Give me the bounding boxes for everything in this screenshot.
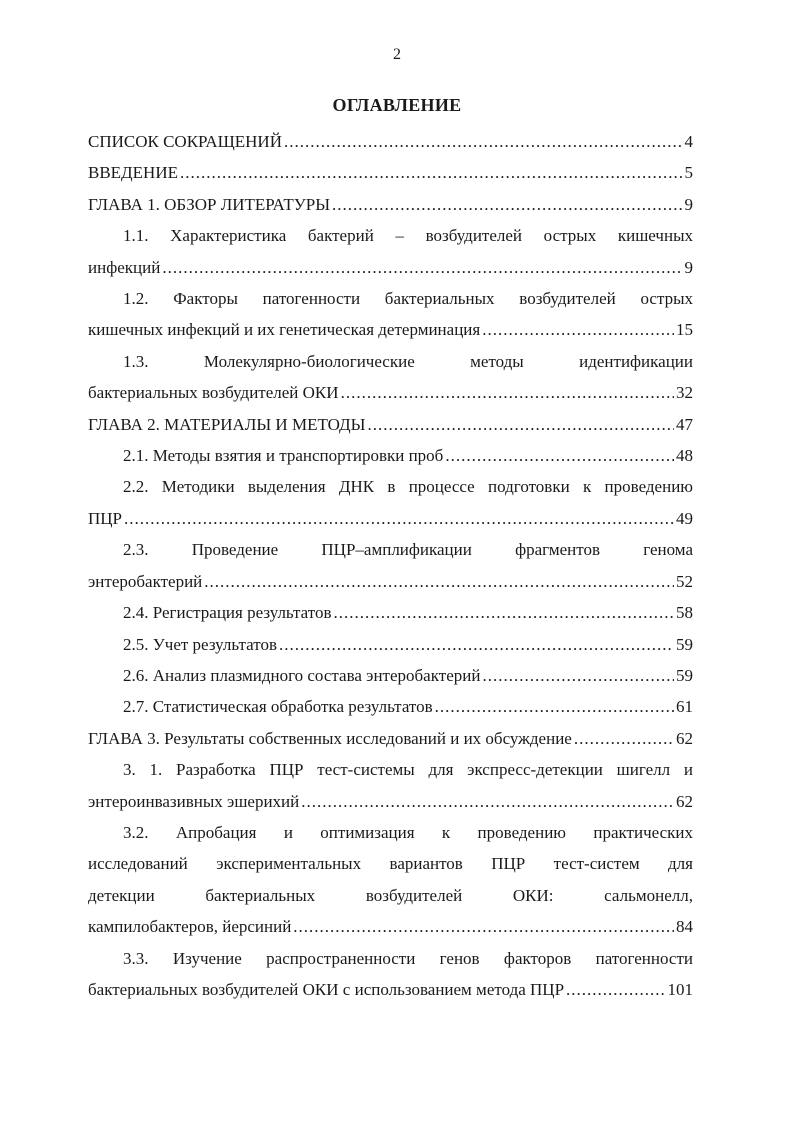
toc-entry-abbreviations[interactable]	[88, 126, 693, 157]
toc-page-number: 62	[676, 728, 693, 748]
toc-entry-text: 2.1. Методы взятия и транспортировки проб	[123, 446, 444, 466]
leader-dots	[279, 629, 674, 660]
toc-entry-text: 2.3. Проведение ПЦР–амплификации фрагментов генома	[123, 540, 693, 560]
toc-entry-2-7[interactable]	[88, 691, 693, 722]
toc-entry-text: 2.4. Регистрация результатов	[123, 603, 332, 623]
leader-dots	[367, 409, 674, 440]
toc-entry-2-6[interactable]	[88, 660, 693, 691]
toc-entry-text: исследований экспериментальных вариантов ПЦР тест-систем для	[88, 854, 693, 874]
toc-entry-text: ПЦР	[88, 508, 123, 528]
leader-dots	[332, 189, 682, 220]
toc-entry-text: 3. 1. Разработка ПЦР тест-системы для экспресс-детекции шигелл и	[123, 760, 693, 780]
toc-page-number: 5	[684, 163, 693, 183]
toc-entry-text: ГЛАВА 2. МАТЕРИАЛЫ И МЕТОДЫ	[88, 414, 366, 434]
page-number: 2	[393, 46, 401, 63]
toc-entry-text: СПИСОК СОКРАЩЕНИЙ	[88, 132, 282, 151]
leader-dots	[293, 911, 674, 942]
toc-entry-2-3[interactable]	[88, 534, 693, 597]
leader-dots	[341, 377, 674, 408]
toc-entry-introduction[interactable]	[88, 157, 693, 188]
toc-page-number: 101	[667, 979, 693, 999]
toc-entry-chapter-3[interactable]	[88, 723, 693, 754]
toc-entry-text: 2.7. Статистическая обработка результатов	[123, 697, 433, 717]
toc-entry-3-1[interactable]	[88, 754, 693, 817]
leader-dots	[284, 126, 683, 157]
toc-page-number: 32	[676, 383, 693, 403]
toc-page-number: 9	[684, 194, 693, 214]
toc-entry-3-3[interactable]	[88, 943, 693, 1006]
toc-page-number: 52	[676, 571, 693, 591]
toc-page-number: 48	[676, 446, 693, 466]
toc-entry-text: 2.6. Анализ плазмидного состава энтеробактерий	[123, 665, 481, 685]
toc-entry-text: ГЛАВА 1. ОБЗОР ЛИТЕРАТУРЫ	[88, 194, 331, 214]
toc-page-number: 59	[676, 634, 693, 654]
leader-dots	[482, 660, 674, 691]
toc-entry-2-5[interactable]	[88, 629, 693, 660]
toc-entry-text: бактериальных возбудителей ОКИ	[88, 383, 339, 403]
toc-entry-1-2[interactable]	[88, 283, 693, 346]
toc-entry-text: бактериальных возбудителей ОКИ с использованием метода ПЦР	[88, 979, 565, 999]
leader-dots	[162, 252, 682, 283]
toc-page-number: 61	[676, 697, 693, 717]
toc-entry-text: детекции бактериальных возбудителей ОКИ: сальмонелл,	[88, 885, 693, 905]
toc-entry-text: энтеробактерий	[88, 571, 203, 591]
toc-entry-1-1[interactable]	[88, 220, 693, 283]
toc-page-number: 58	[676, 603, 693, 623]
toc-page-number: 84	[676, 917, 693, 937]
leader-dots	[445, 440, 674, 471]
table-of-contents	[88, 126, 693, 1005]
leader-dots	[435, 691, 674, 722]
toc-page-number: 49	[676, 508, 693, 528]
leader-dots	[566, 974, 665, 1005]
toc-entry-text: ГЛАВА 3. Результаты собственных исследований и их обсуждение	[88, 728, 572, 748]
toc-page-number: 47	[676, 414, 693, 434]
toc-entry-2-1[interactable]	[88, 440, 693, 471]
toc-entry-chapter-2[interactable]	[88, 409, 693, 440]
toc-page-number: 9	[684, 257, 693, 277]
leader-dots	[334, 597, 674, 628]
toc-page-number: 15	[676, 320, 693, 340]
toc-entry-text: 2.5. Учет результатов	[123, 634, 277, 654]
leader-dots	[574, 723, 674, 754]
leader-dots	[124, 503, 674, 534]
toc-entry-2-4[interactable]	[88, 597, 693, 628]
toc-entry-1-3[interactable]	[88, 346, 693, 409]
toc-page-number: 59	[676, 665, 693, 685]
leader-dots	[301, 786, 674, 817]
toc-entry-text: ВВЕДЕНИЕ	[88, 163, 178, 183]
toc-entry-text: кишечных инфекций и их генетическая детерминация	[88, 320, 481, 340]
toc-entry-text: 1.3. Молекулярно-биологические методы идентификации	[123, 351, 693, 371]
toc-entry-text: 1.1. Характеристика бактерий – возбудителей острых кишечных	[123, 226, 693, 246]
toc-entry-text: энтероинвазивных эшерихий	[88, 791, 300, 811]
page-title: ОГЛАВЛЕНИЕ	[332, 95, 462, 115]
toc-page-number: 62	[676, 791, 693, 811]
leader-dots	[204, 566, 674, 597]
leader-dots	[482, 314, 674, 345]
leader-dots	[180, 157, 683, 188]
toc-entry-chapter-1[interactable]	[88, 189, 693, 220]
toc-page-number: 4	[684, 132, 693, 151]
toc-entry-text: кампилобактеров, йерсиний	[88, 917, 292, 937]
toc-entry-2-2[interactable]	[88, 471, 693, 534]
toc-entry-text: 3.2. Апробация и оптимизация к проведению практических	[123, 822, 693, 842]
toc-entry-text: 2.2. Методики выделения ДНК в процессе подготовки к проведению	[123, 477, 693, 497]
toc-entry-3-2[interactable]	[88, 817, 693, 943]
toc-entry-text: инфекций	[88, 257, 161, 277]
toc-entry-text: 1.2. Факторы патогенности бактериальных возбудителей острых	[123, 289, 693, 309]
toc-entry-text: 3.3. Изучение распространенности генов факторов патогенности	[123, 948, 693, 968]
